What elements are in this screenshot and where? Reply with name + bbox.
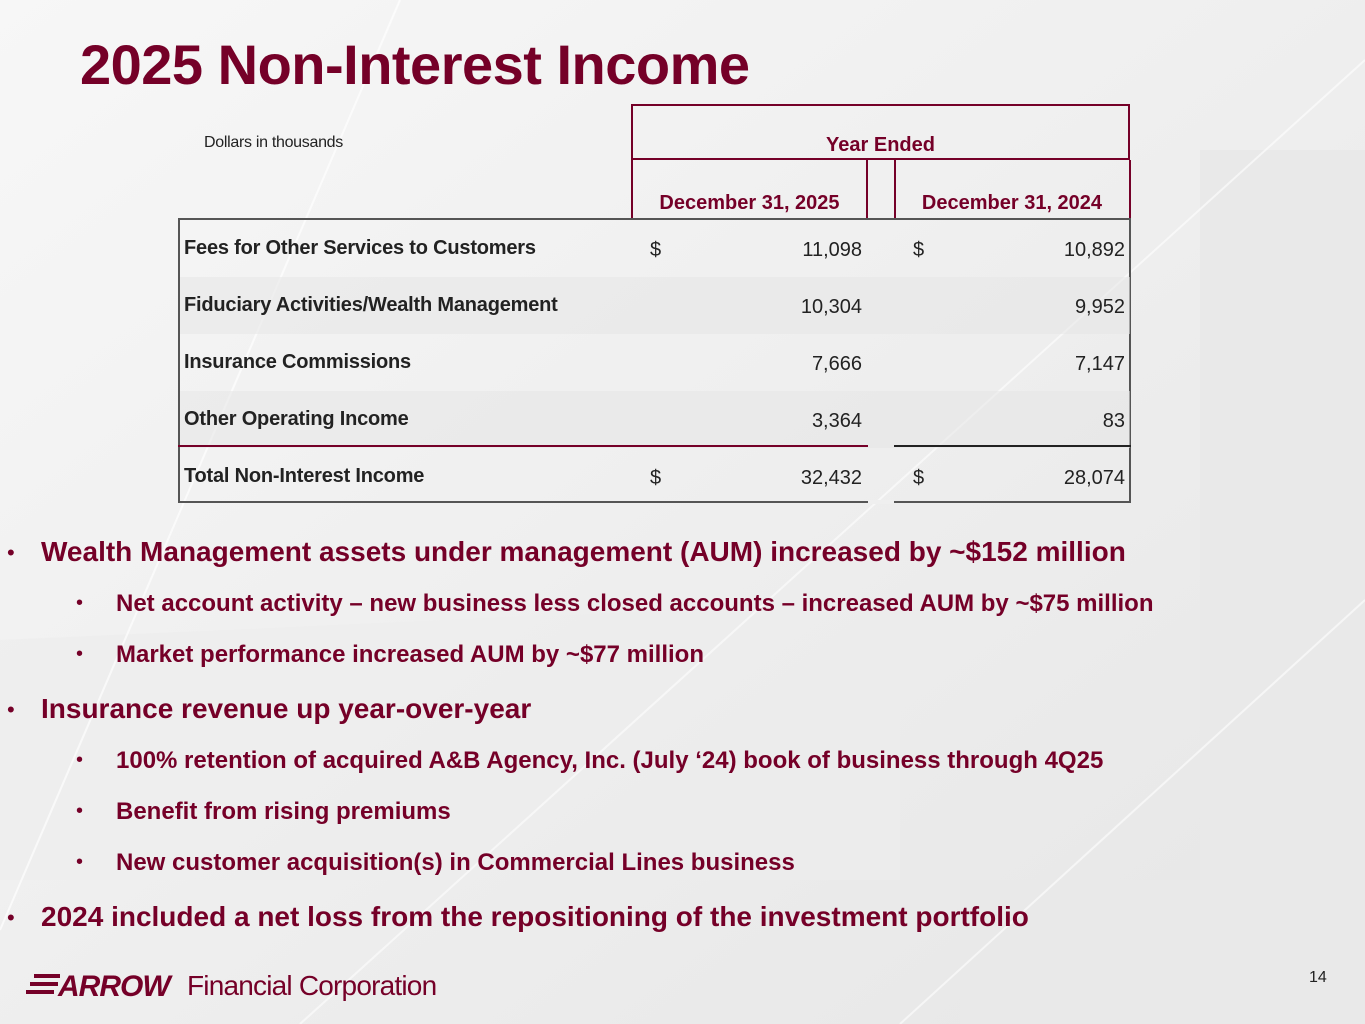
value-2024: 83 [1102, 410, 1125, 432]
currency-symbol: $ [913, 239, 925, 261]
currency-symbol: $ [913, 467, 925, 489]
total-divider [894, 445, 1131, 447]
page-title: 2025 Non-Interest Income [80, 33, 750, 96]
value-2025: 32,432 [800, 467, 862, 489]
year-ended-header: Year Ended [826, 134, 935, 156]
bullet-marker: • [7, 540, 15, 565]
row-label: Total Non-Interest Income [184, 465, 425, 487]
sub-bullet-item: Market performance increased AUM by ~$77 million [116, 641, 704, 668]
currency-symbol: $ [650, 467, 662, 489]
sub-bullet-item: Benefit from rising premiums [116, 798, 451, 825]
value-2024: 28,074 [1063, 467, 1125, 489]
value-2025: 3,364 [811, 410, 862, 432]
table-row [180, 220, 1130, 277]
bullet-marker: • [7, 905, 15, 930]
bullet-marker: • [76, 592, 84, 614]
currency-symbol: $ [650, 239, 662, 261]
row-label: Fees for Other Services to Customers [184, 237, 536, 259]
value-2025: 11,098 [802, 239, 862, 261]
row-label: Insurance Commissions [184, 351, 411, 373]
sub-bullet-item: 100% retention of acquired A&B Agency, Inc. (July ‘24) book of business through 4Q25 [116, 747, 1104, 774]
value-2024: 9,952 [1074, 296, 1125, 318]
table-row-total [180, 448, 1130, 505]
bullet-marker: • [76, 800, 84, 822]
arrow-logo-icon [26, 968, 60, 1004]
sub-bullet-item: New customer acquisition(s) in Commercial Lines business [116, 849, 795, 876]
value-2025: 10,304 [800, 296, 862, 318]
logo-wordmark: ARROW [58, 970, 170, 1003]
row-label: Other Operating Income [184, 408, 409, 430]
bullet-marker: • [76, 749, 84, 771]
table-row [180, 334, 1130, 391]
column-header-2025: December 31, 2025 [659, 192, 840, 214]
column-gap [868, 500, 894, 504]
logo-company-name: Financial Corporation [187, 970, 437, 1001]
bullet-marker: • [76, 643, 84, 665]
sub-bullet-item: Net account activity – new business less closed accounts – increased AUM by ~$75 million [116, 590, 1154, 617]
bullet-marker: • [76, 851, 84, 873]
units-note: Dollars in thousands [204, 134, 343, 151]
value-2025: 7,666 [811, 353, 862, 375]
table-row [180, 391, 1130, 448]
total-divider [178, 445, 868, 447]
value-2024: 10,892 [1063, 239, 1125, 261]
bullet-item: 2024 included a net loss from the repositioning of the investment portfolio [41, 901, 1029, 932]
bullet-item: Insurance revenue up year-over-year [41, 693, 532, 724]
bullet-item: Wealth Management assets under management (AUM) increased by ~$152 million [41, 536, 1126, 567]
row-label: Fiduciary Activities/Wealth Management [184, 294, 558, 316]
bullet-marker: • [7, 697, 15, 722]
table-row [180, 277, 1130, 334]
column-header-2024: December 31, 2024 [921, 192, 1103, 214]
value-2024: 7,147 [1074, 353, 1125, 375]
page-number: 14 [1309, 969, 1327, 986]
